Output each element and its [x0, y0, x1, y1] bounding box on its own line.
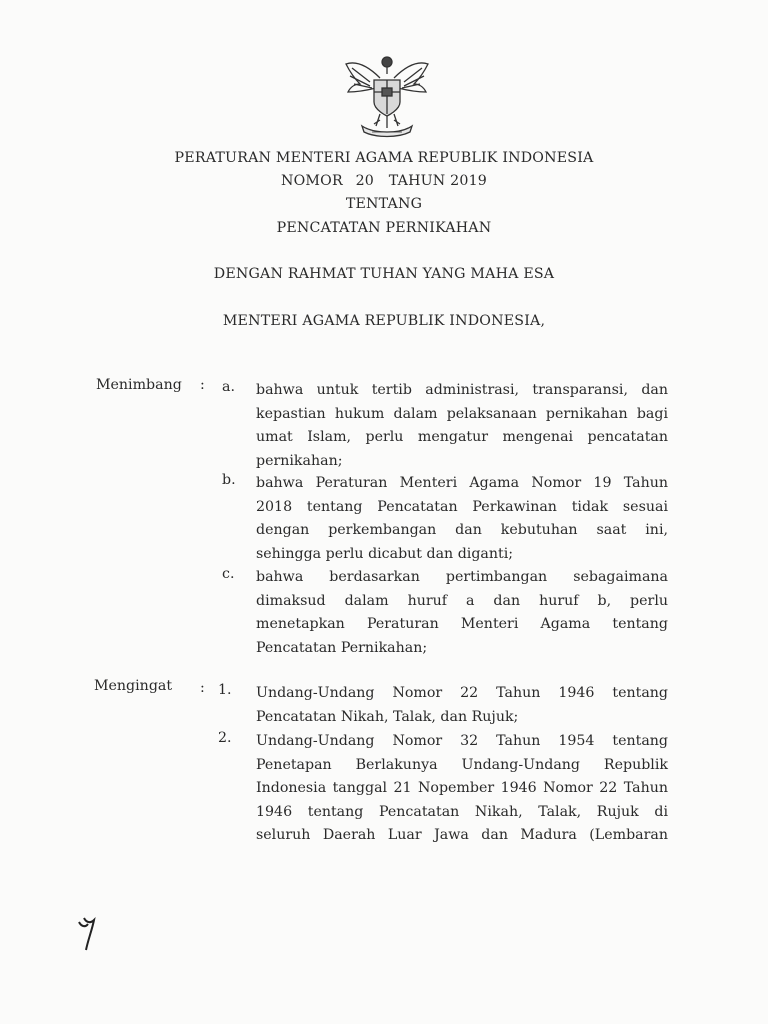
handwritten-initial-icon [76, 912, 98, 952]
menimbang-item-b [256, 472, 668, 566]
text-line: Undang-Undang Nomor 22 Tahun 1946 tentang [256, 685, 668, 701]
mengingat-item-1 [256, 682, 668, 729]
text-line: bahwa Peraturan Menteri Agama Nomor 19 Tahun [256, 475, 668, 491]
text-line: dimaksud dalam huruf a dan huruf b, perlu [256, 592, 668, 609]
text-line: seluruh Daerah Luar Jawa dan Madura (Lembaran [256, 827, 668, 843]
text-line: Undang-Undang Nomor 32 Tahun 1954 tentang [256, 733, 668, 749]
menimbang-marker-a: a. [222, 379, 235, 395]
text-line: pernikahan; [256, 452, 343, 469]
text-line: Pencatatan Nikah, Talak, dan Rujuk; [256, 708, 519, 725]
text-line: sehingga perlu dicabut dan diganti; [256, 545, 514, 562]
menimbang-marker-b: b. [222, 472, 236, 488]
menteri-line: MENTERI AGAMA REPUBLIK INDONESIA, [222, 313, 546, 329]
menimbang-marker-c: c. [222, 566, 235, 582]
nomor-value: 20 [355, 173, 375, 189]
mengingat-marker-1: 1. [218, 682, 232, 698]
text-line: Indonesia tanggal 21 Nopember 1946 Nomor 22 Tahun [256, 780, 668, 796]
text-line: kepastian hukum dalam pelaksanaan pernikahan bagi [256, 405, 668, 422]
regulation-title: PERATURAN MENTERI AGAMA REPUBLIK INDONESIA [174, 150, 594, 166]
text-line: menetapkan Peraturan Menteri Agama tentang [256, 616, 668, 632]
mengingat-label: Mengingat [94, 678, 173, 694]
text-line: Pencatatan Pernikahan; [256, 639, 428, 656]
text-line: bahwa berdasarkan pertimbangan sebagaimana [256, 569, 668, 585]
garuda-emblem-icon [340, 48, 434, 140]
tentang-label: TENTANG [345, 196, 423, 212]
menimbang-item-a [256, 379, 668, 473]
menimbang-label: Menimbang [96, 377, 182, 393]
mengingat-marker-2: 2. [218, 730, 232, 746]
text-line: 2018 tentang Pencatatan Perkawinan tidak sesuai [256, 498, 668, 515]
text-line: Penetapan Berlakunya Undang-Undang Republik [256, 756, 668, 773]
nomor-label: NOMOR [280, 173, 343, 189]
menimbang-colon: : [200, 377, 205, 393]
text-line: 1946 tentang Pencatatan Nikah, Talak, Rujuk di [256, 803, 668, 820]
regulation-number-line [0, 173, 768, 189]
rahmat-line: DENGAN RAHMAT TUHAN YANG MAHA ESA [213, 266, 555, 282]
mengingat-colon: : [200, 680, 205, 696]
text-line: umat Islam, perlu mengatur mengenai pencatatan [256, 429, 668, 445]
mengingat-item-2 [256, 730, 668, 848]
regulation-subject: PENCATATAN PERNIKAHAN [276, 220, 492, 236]
menimbang-item-c [256, 566, 668, 660]
text-line: dengan perkembangan dan kebutuhan saat ini, [256, 522, 668, 538]
tahun-label: TAHUN 2019 [388, 173, 488, 189]
text-line: bahwa untuk tertib administrasi, transparansi, dan [256, 382, 668, 398]
